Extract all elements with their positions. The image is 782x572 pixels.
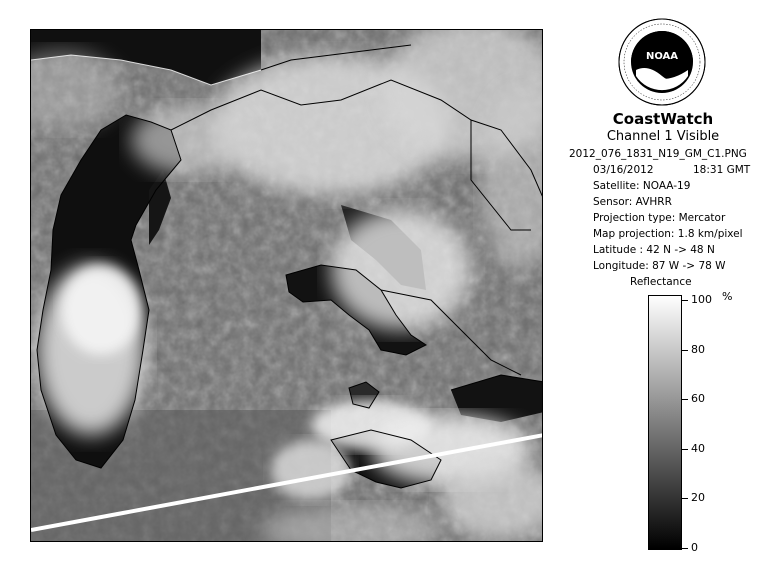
legend-tick-label: 0 bbox=[691, 541, 698, 554]
product-title: CoastWatch bbox=[612, 110, 714, 128]
noaa-logo-text: NOAA bbox=[645, 51, 679, 62]
image-filename: 2012_076_1831_N19_GM_C1.PNG bbox=[569, 148, 747, 160]
legend-tick-mark bbox=[682, 350, 688, 351]
legend-tick-mark bbox=[682, 300, 688, 301]
legend-tick-mark bbox=[682, 449, 688, 450]
legend-tick-label: 20 bbox=[691, 491, 705, 505]
legend-unit: % bbox=[722, 290, 733, 303]
legend-tick-mark bbox=[682, 548, 688, 549]
projection-type-info: Projection type: Mercator bbox=[593, 212, 726, 224]
channel-label: Channel 1 Visible bbox=[606, 129, 720, 144]
legend-title: Reflectance bbox=[630, 276, 692, 288]
acquisition-date: 03/16/2012 bbox=[593, 164, 654, 176]
map-projection-info: Map projection: 1.8 km/pixel bbox=[593, 228, 743, 240]
satellite-image-panel bbox=[30, 29, 543, 542]
reflectance-colorbar bbox=[648, 295, 682, 550]
sensor-info: Sensor: AVHRR bbox=[593, 196, 672, 208]
latitude-info: Latitude : 42 N -> 48 N bbox=[593, 244, 715, 256]
legend-tick-label: 100 bbox=[691, 293, 712, 306]
legend-tick-label: 60 bbox=[691, 392, 705, 406]
satellite-image bbox=[31, 30, 543, 542]
satellite-info: Satellite: NOAA-19 bbox=[593, 180, 691, 192]
noaa-logo bbox=[618, 18, 706, 106]
legend-tick-label: 40 bbox=[691, 441, 705, 455]
legend-tick-label: 80 bbox=[691, 342, 705, 356]
legend-tick-mark bbox=[682, 498, 688, 499]
longitude-info: Longitude: 87 W -> 78 W bbox=[593, 260, 726, 272]
acquisition-time: 18:31 GMT bbox=[693, 164, 751, 176]
legend-tick-mark bbox=[682, 399, 688, 400]
